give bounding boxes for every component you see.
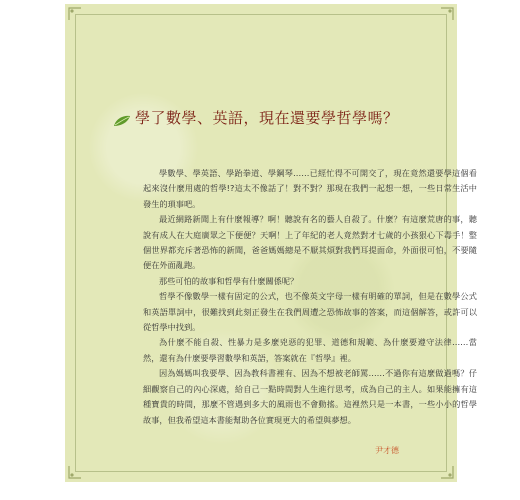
leaf-icon xyxy=(113,112,131,124)
paragraph: 為什麼不能自殺、性暴力是多麼兇惡的犯罪、道德和規範、為什麼要遵守法律……當然，還有為什麼要學習數學和英語，答案就在『哲學』裡。 xyxy=(143,337,477,363)
paragraph: 學數學、學英語、學跆拳道、學鋼琴……已經忙得不可開交了，現在竟然還要學這個看起來沒什麼用處的哲學!?這太不像話了！對不對？那現在我們一起想一想，一些日常生活中發生的瑣事吧。 xyxy=(143,168,477,209)
paragraph: 因為媽媽叫我要學、因為教科書裡有、因為不想被老師罵……不過你有這麼做過嗎？仔細觀察自己的內心深處，給自己一點時間對人生進行思考，成為自己的主人。如果能擁有這種寶貴的時間，那麼不管遇到多大的風雨也不會動搖。這裡然只是一本書，一些小小的哲學故事，但我希望這本書能幫助各位實現更大的希望與夢想。 xyxy=(143,368,477,425)
paragraph: 那些可怕的故事和哲學有什麼關係呢？ xyxy=(159,275,299,286)
paragraph: 最近網路新聞上有什麼報導？啊！聽說有名的藝人自殺了。什麼？有這麼荒唐的事，聽說有成人在大庭廣眾之下便便？天啊！上了年紀的老人竟然對才七歲的小孩狠心下毒手！整個世界都充斥著恐怖的新聞，爸爸媽媽總是不厭其煩對我們耳提面命，外面很可怕，不要隨便在外面亂跑。 xyxy=(143,214,477,271)
corner-ornament-icon xyxy=(68,465,82,479)
corner-ornament-icon xyxy=(440,465,454,479)
body-text xyxy=(143,166,477,428)
corner-ornament-icon xyxy=(440,7,454,21)
page-title: 學了數學、英語，現在還要學哲學嗎？ xyxy=(135,109,399,127)
author-signature: 尹才德 xyxy=(375,446,399,455)
book-page xyxy=(65,4,477,482)
title-row xyxy=(113,107,399,128)
corner-ornament-icon xyxy=(68,7,82,21)
paragraph: 哲學不像數學一樣有固定的公式，也不像英文字母一樣有明確的單詞，但是在數學公式和英語單詞中，很難找到此刻正發生在我們周遭之恐怖故事的答案，而這個解答，或許可以從哲學中找到。 xyxy=(143,291,477,333)
